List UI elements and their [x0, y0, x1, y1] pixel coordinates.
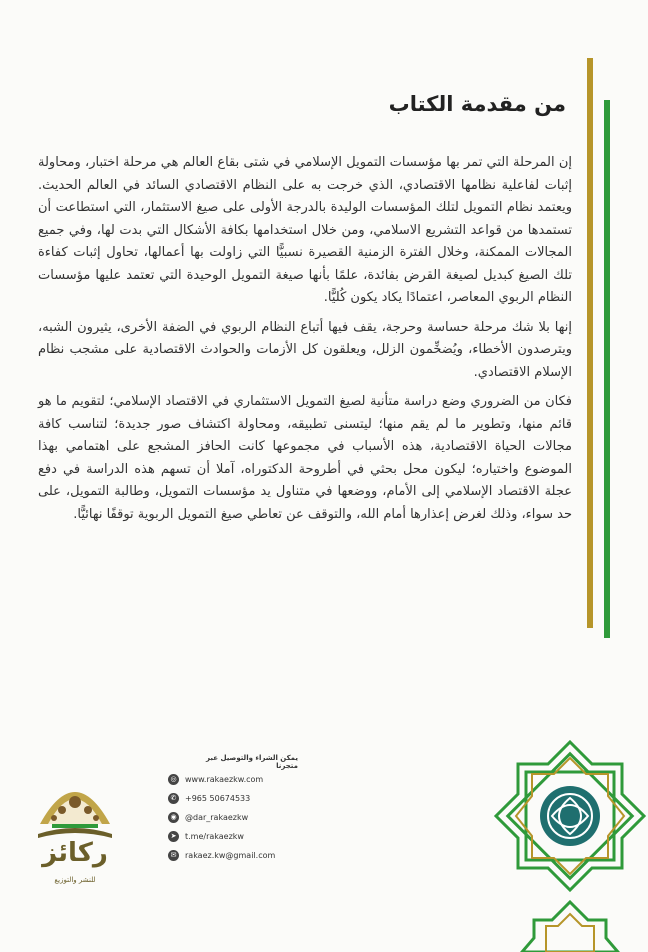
- geometric-ornament-icon: [492, 734, 648, 952]
- email-icon: ✉: [168, 850, 179, 861]
- website-text: www.rakaezkw.com: [185, 774, 264, 784]
- contact-title: يمكن الشراء والتوصيل عبر متجرنا: [206, 754, 298, 770]
- publisher-name: ركائز: [42, 838, 108, 868]
- publisher-tagline: للنشر والتوزيع: [54, 876, 96, 884]
- phone-text: +965 50674533: [185, 793, 251, 803]
- email-text: rakaez.kw@gmail.com: [185, 850, 276, 860]
- contact-website[interactable]: [168, 772, 263, 786]
- telegram-icon: ➤: [168, 831, 179, 842]
- globe-icon: ◎: [168, 774, 179, 785]
- contact-telegram[interactable]: [168, 829, 244, 843]
- section-heading: من مقدمة الكتاب: [388, 92, 566, 116]
- paragraph-2: إنها بلا شك مرحلة حساسة وحرجة، يقف فيها أتباع النظام الربوي في الضفة الأخرى، يثيرون الشبه، ويترصدون الأخطاء، ويُضخِّمون الزلل، ويعلقون كل الأزمات والحوادث الاقتصادية على مشجب نظام الإسلام الاقتصادي.: [38, 319, 572, 380]
- gold-vertical-bar: [587, 58, 593, 628]
- contact-phone[interactable]: [168, 791, 250, 805]
- contact-instagram[interactable]: [168, 810, 248, 824]
- intro-body-text: [38, 152, 572, 533]
- whatsapp-icon: ✆: [168, 793, 179, 804]
- paragraph-1: إن المرحلة التي تمر بها مؤسسات التمويل الإسلامي في شتى بقاع العالم هي مرحلة اختبار، ومحاولة إثبات لفاعلية نظامها الاقتصادي، الذي خرجت به على النظام الاقتصادي السائد في العالم الحديث. ويعتمد نظام التمويل لتلك المؤسسات الوليدة بالدرجة الأولى على صيغ الاستثمار، التي استطاعت أن تستمدها من قواعد التشريع الاسلامي، ومن خلال استخدامها بكافة الأشكال التي بدت لها، وفي جميع المجالات الممكنة، وخلال الفترة الزمنية القصيرة نسبيًّا التي زاولت بها أعمالها، تحاول إثبات كفاءة تلك الصيغ كبديل لصيغة القرض بفائدة، علمًا بأنها صيغة التمويل الوحيدة التي تعتمد عليها مؤسسات النظام الربوي المعاصر، اعتمادًا يكاد يكون كُليًّا.: [38, 155, 572, 305]
- instagram-text: @dar_rakaezkw: [185, 812, 249, 822]
- contact-email[interactable]: [168, 848, 275, 862]
- paragraph-3: فكان من الضروري وضع دراسة متأنية لصيغ التمويل الاستثماري في الاقتصاد الإسلامي؛ لتقويم ما هو قائم منها، وتطوير ما لم يقم منها؛ ليتسنى تطبيقه، ومحاولة اكتشاف صور جديدة؛ لتناسب كافة مجالات الحياة الاقتصادية، هذه الأسباب في مجموعها كانت الحافز المشجع على اهتمامي بهذا الموضوع واختياره؛ ليكون محل بحثي في أطروحة الدكتوراه، آملا أن تسهم هذه الدراسة في دفع عجلة الاقتصاد الإسلامي إلى الأمام، ووضعها في متناول يد مؤسسات التمويل، وطالبة التمويل، على حد سواء، وذلك لغرض إعذارها أمام الله، والتوقف عن تعاطي صيغ التمويل الربوية توقفًا نهائيًّا.: [38, 394, 572, 522]
- instagram-icon: ◉: [168, 812, 179, 823]
- green-vertical-bar: [604, 100, 610, 638]
- telegram-text: t.me/rakaezkw: [185, 831, 244, 841]
